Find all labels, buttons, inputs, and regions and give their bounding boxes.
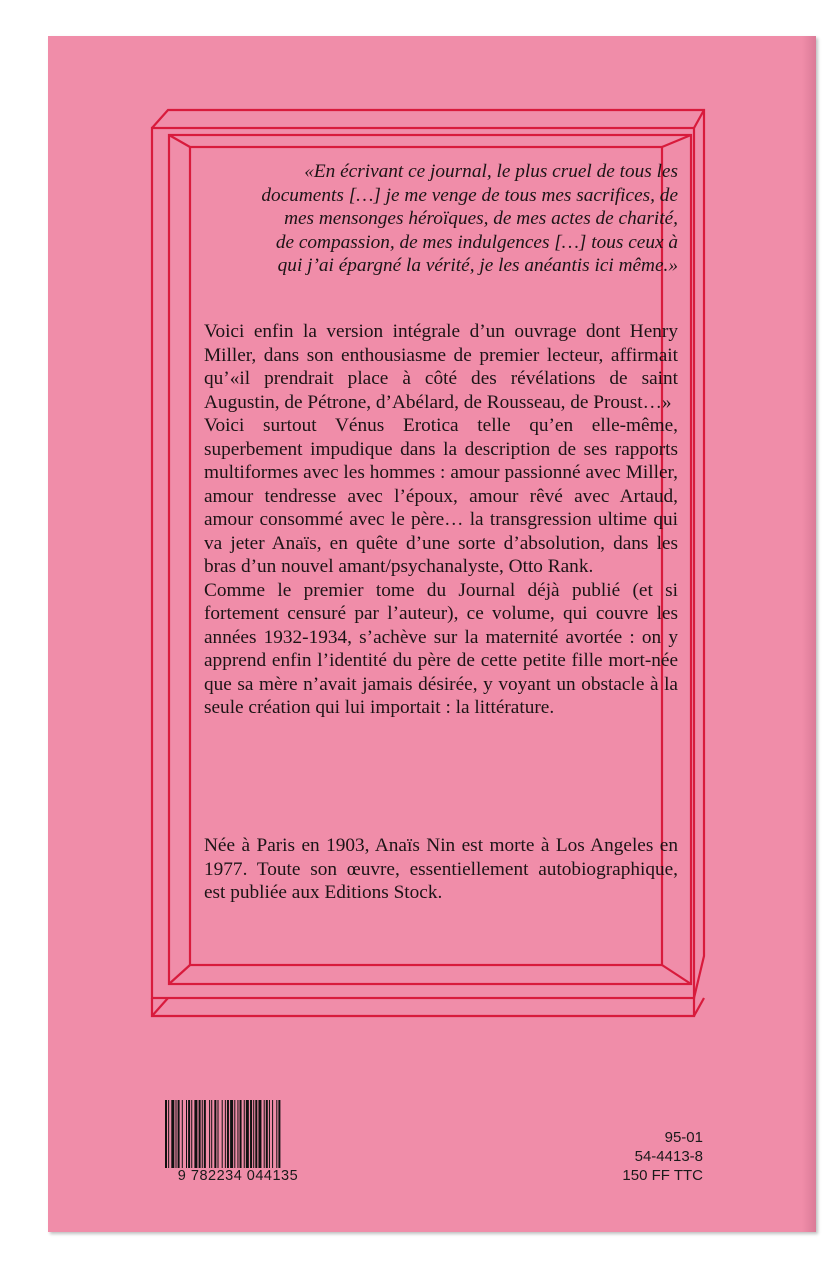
isbn-number: 9 782234 044135 xyxy=(153,1168,323,1184)
quote-line: documents […] je me venge de tous mes sacrifices, de xyxy=(261,184,678,206)
quote-line: «En écrivant ce journal, le plus cruel de tous les xyxy=(304,161,678,182)
reference-code-2: 54-4413-8 xyxy=(634,1148,703,1165)
book-description xyxy=(204,320,678,720)
description-paragraph: Comme le premier tome du Journal déjà publié (et si fortement censuré par l’auteur), ce volume, qui couvre les années 1932-1934, s’achève sur la maternité avortée : on y apprend enfin l’identité du père de cette petite fille mort-née que sa mère n’avait jamais désirée, y voyant un obstacle à la seule création qui lui importait : la littérature. xyxy=(204,579,678,718)
description-paragraph: Voici surtout Vénus Erotica telle qu’en elle-même, superbement impudique dans la description de ses rapports multiformes avec les hommes : amour passionné avec Miller, amour tendresse avec l’époux, amour rêvé avec Artaud, amour consommé avec le père… la transgression ultime qui va jeter Anaïs, en quête d’une sorte d’absolution, dans les bras d’un nouvel amant/psychanalyste, Otto Rank. xyxy=(204,415,678,577)
quote-line: qui j’ai épargné la vérité, je les anéantis ici même.» xyxy=(277,255,678,276)
quote-line: de compassion, de mes indulgences […] tous ceux à xyxy=(275,231,678,253)
price-label: 150 FF TTC xyxy=(622,1167,703,1184)
quote-line: mes mensonges héroïques, de mes actes de charité, xyxy=(284,208,678,229)
author-bio xyxy=(204,834,678,905)
author-bio-text: Née à Paris en 1903, Anaïs Nin est morte à Los Angeles en 1977. Toute son œuvre, essentiellement autobiographique, est publiée aux Editions Stock. xyxy=(204,835,678,903)
reference-codes xyxy=(622,1128,703,1185)
description-paragraph: Voici enfin la version intégrale d’un ouvrage dont Henry Miller, dans son enthousiasme de premier lecteur, affirmait qu’«il prendrait place à côté des révélations de saint Augustin, de Pétrone, d’Abélard, de Rousseau, de Proust…» xyxy=(204,321,678,413)
reference-code-1: 95-01 xyxy=(664,1129,703,1146)
epigraph-quote xyxy=(204,160,678,278)
